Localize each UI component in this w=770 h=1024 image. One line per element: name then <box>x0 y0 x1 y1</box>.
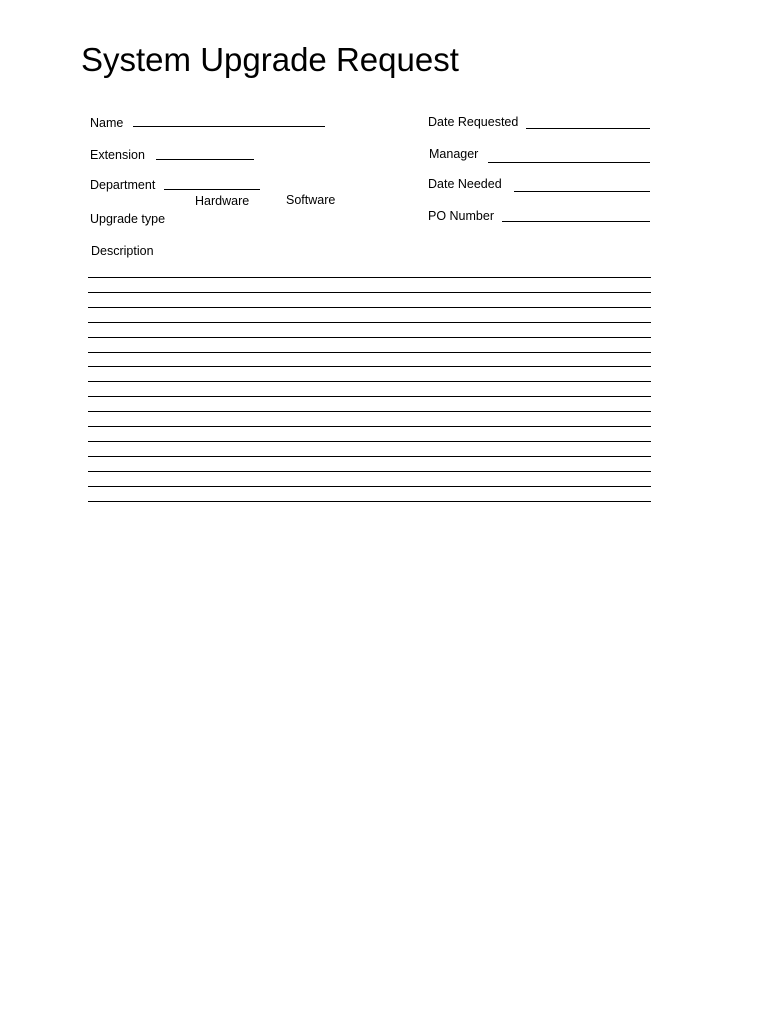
extension-label: Extension <box>90 148 145 162</box>
description-line[interactable] <box>88 396 651 397</box>
date-needed-label: Date Needed <box>428 177 502 191</box>
description-line[interactable] <box>88 426 651 427</box>
description-label: Description <box>91 244 154 258</box>
page-title: System Upgrade Request <box>81 41 459 78</box>
description-line[interactable] <box>88 292 651 293</box>
description-line[interactable] <box>88 441 651 442</box>
department-field[interactable] <box>164 189 260 190</box>
description-line[interactable] <box>88 471 651 472</box>
description-line[interactable] <box>88 501 651 502</box>
software-option[interactable]: Software <box>286 193 336 207</box>
upgrade-type-label: Upgrade type <box>90 212 166 226</box>
date-requested-field[interactable] <box>526 128 650 129</box>
description-line[interactable] <box>88 352 651 353</box>
manager-field[interactable] <box>488 162 650 163</box>
department-label: Department <box>90 178 156 192</box>
description-line[interactable] <box>88 381 651 382</box>
hardware-option[interactable]: Hardware <box>195 194 250 208</box>
name-label: Name <box>90 116 124 130</box>
po-number-label: PO Number <box>428 209 494 223</box>
date-requested-label: Date Requested <box>428 115 519 129</box>
description-line[interactable] <box>88 307 651 308</box>
description-line[interactable] <box>88 277 651 278</box>
po-number-field[interactable] <box>502 221 650 222</box>
description-line[interactable] <box>88 411 651 412</box>
description-line[interactable] <box>88 486 651 487</box>
date-needed-field[interactable] <box>514 191 650 192</box>
description-line[interactable] <box>88 456 651 457</box>
description-line[interactable] <box>88 322 651 323</box>
extension-field[interactable] <box>156 159 254 160</box>
name-field[interactable] <box>133 126 325 127</box>
description-line[interactable] <box>88 366 651 367</box>
description-line[interactable] <box>88 337 651 338</box>
manager-label: Manager <box>429 147 479 161</box>
